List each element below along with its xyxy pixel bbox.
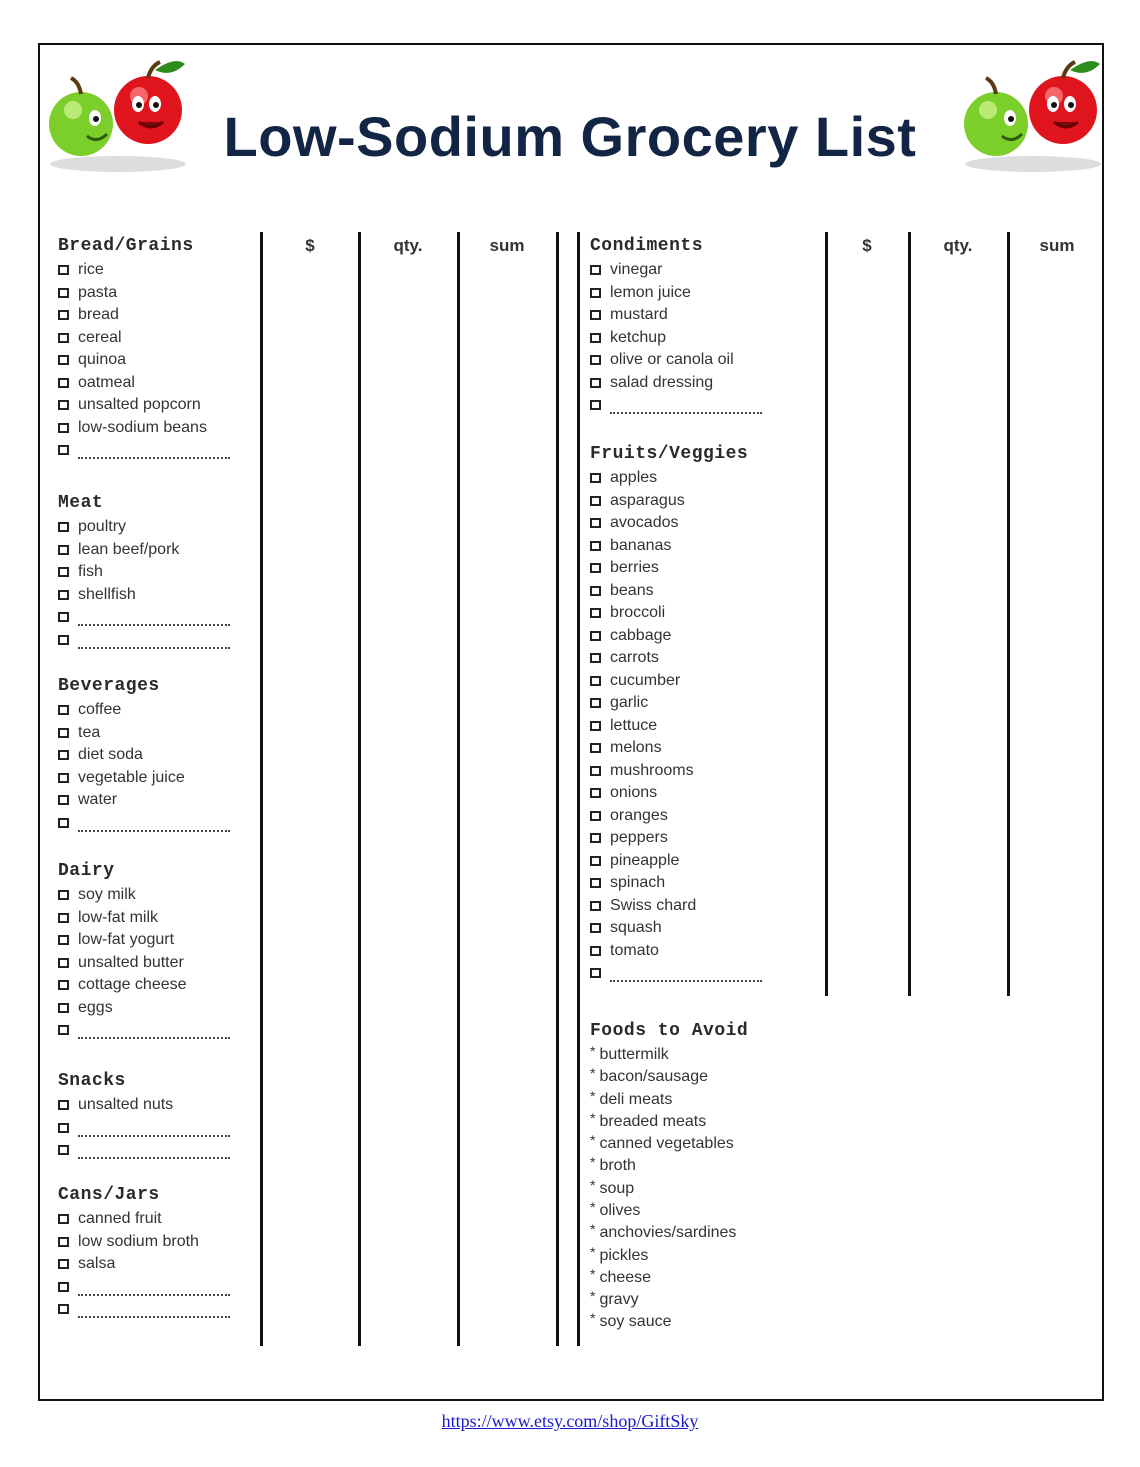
- item-label: bread: [78, 306, 119, 323]
- item-label: rice: [78, 261, 104, 278]
- section-title: Bread/Grains: [58, 236, 194, 256]
- item-label: pasta: [78, 283, 118, 301]
- item-label: Swiss chard: [610, 896, 697, 914]
- item-label: mushrooms: [610, 761, 694, 779]
- list-item: [590, 670, 762, 693]
- bullet-icon: *: [590, 1221, 596, 1238]
- item-label: salsa: [78, 1255, 116, 1272]
- item-label: ketchup: [610, 328, 667, 346]
- list-item: [58, 997, 230, 1020]
- blank-list-item: [58, 1019, 230, 1042]
- checkbox[interactable]: [58, 1100, 69, 1110]
- checkbox[interactable]: [58, 728, 69, 738]
- list-item: [590, 850, 762, 873]
- list-item: [590, 782, 762, 805]
- checkbox[interactable]: [590, 901, 601, 911]
- checkbox[interactable]: [590, 923, 601, 933]
- blank-list-item: [58, 1139, 230, 1162]
- item-label: unsalted butter: [78, 953, 184, 971]
- section-title: Fruits/Veggies: [590, 444, 749, 464]
- item-label: mustard: [610, 306, 668, 323]
- item-label: berries: [610, 559, 659, 576]
- item-label: tea: [78, 723, 101, 741]
- blank-list-item: [58, 812, 230, 835]
- section-snacks: [58, 1068, 230, 1162]
- item-label: asparagus: [610, 491, 685, 509]
- checkbox[interactable]: [58, 400, 69, 410]
- checkbox[interactable]: [58, 1304, 69, 1314]
- list-item: [590, 535, 762, 558]
- item-label: tomato: [610, 941, 659, 959]
- list-item: [58, 516, 230, 539]
- column-divider: [1007, 232, 1010, 996]
- item-label: diet soda: [78, 746, 143, 763]
- page-title: Low-Sodium Grocery List: [223, 105, 917, 168]
- checkbox[interactable]: [590, 473, 601, 483]
- blank-list-item: [590, 962, 762, 985]
- bullet-icon: *: [590, 1265, 596, 1282]
- checkbox[interactable]: [58, 355, 69, 365]
- list-item: [58, 282, 230, 305]
- checkbox[interactable]: [590, 518, 601, 528]
- item-label: oranges: [610, 806, 668, 824]
- checkbox[interactable]: [590, 676, 601, 686]
- list-item: [58, 952, 230, 975]
- checkbox[interactable]: [58, 545, 69, 555]
- item-label: olive or canola oil: [610, 351, 734, 368]
- list-item: [58, 907, 230, 930]
- item-label: cottage cheese: [78, 976, 187, 993]
- checkbox[interactable]: [58, 705, 69, 715]
- section-title: Cans/Jars: [58, 1185, 160, 1205]
- qty-column-header: qty.: [943, 236, 973, 255]
- bullet-icon: *: [590, 1042, 596, 1059]
- list-item: [58, 1208, 230, 1231]
- item-label: anchovies/sardines: [599, 1224, 737, 1242]
- item-label: lettuce: [610, 716, 658, 734]
- item-label: vegetable juice: [78, 768, 185, 786]
- section-title: Beverages: [58, 676, 160, 696]
- list-item: [590, 760, 762, 783]
- write-in-line[interactable]: [78, 1023, 230, 1039]
- list-item: [590, 304, 762, 327]
- checkbox[interactable]: [58, 773, 69, 783]
- list-item: [58, 584, 230, 607]
- checkbox[interactable]: [590, 811, 601, 821]
- item-label: unsalted nuts: [78, 1096, 174, 1113]
- checkbox[interactable]: [58, 288, 69, 298]
- write-in-line[interactable]: [78, 443, 230, 459]
- list-item: [58, 349, 230, 372]
- list-item: [590, 737, 762, 760]
- list-item: [58, 327, 230, 350]
- list-item: [590, 327, 762, 350]
- item-label: fish: [78, 563, 103, 580]
- checkbox[interactable]: [58, 935, 69, 945]
- list-item: [58, 1253, 230, 1276]
- checkbox[interactable]: [58, 795, 69, 805]
- item-label: soy milk: [78, 886, 136, 903]
- section-meat: [58, 490, 230, 651]
- avoid-item: [590, 1133, 748, 1155]
- list-item: [590, 895, 762, 918]
- item-label: lean beef/pork: [78, 540, 180, 558]
- list-item: [590, 940, 762, 963]
- list-item: [58, 372, 230, 395]
- section-fruits-veggies: [590, 441, 762, 985]
- checkbox[interactable]: [58, 750, 69, 760]
- checkbox[interactable]: [58, 913, 69, 923]
- checkbox[interactable]: [58, 1214, 69, 1224]
- checkbox[interactable]: [58, 1003, 69, 1013]
- item-label: melons: [610, 739, 662, 756]
- list-item: [58, 394, 230, 417]
- checkbox[interactable]: [590, 541, 601, 551]
- bullet-icon: *: [590, 1243, 596, 1260]
- item-label: cucumber: [610, 671, 681, 689]
- list-item: [590, 259, 762, 282]
- list-item: [590, 602, 762, 625]
- checkbox[interactable]: [590, 856, 601, 866]
- list-item: [58, 884, 230, 907]
- column-divider: [457, 232, 460, 1346]
- blank-list-item: [58, 606, 230, 629]
- section-title: Dairy: [58, 861, 115, 881]
- bullet-icon: *: [590, 1198, 596, 1215]
- column-divider: [908, 232, 911, 996]
- section-title: Meat: [58, 493, 104, 513]
- checkbox[interactable]: [590, 698, 601, 708]
- item-label: peppers: [610, 829, 668, 846]
- checkbox[interactable]: [590, 743, 601, 753]
- list-item: [58, 767, 230, 790]
- checkbox[interactable]: [58, 1259, 69, 1269]
- item-label: apples: [610, 469, 658, 486]
- column-divider: [260, 232, 263, 1346]
- list-item: [590, 349, 762, 372]
- list-item: [58, 417, 230, 440]
- item-label: low-fat yogurt: [78, 931, 175, 948]
- item-label: canned fruit: [78, 1210, 162, 1227]
- checkbox[interactable]: [58, 958, 69, 968]
- item-label: low-sodium beans: [78, 418, 207, 436]
- item-label: salad dressing: [610, 373, 714, 391]
- item-label: soy sauce: [599, 1313, 672, 1331]
- checkbox[interactable]: [590, 496, 601, 506]
- avoid-item: [590, 1089, 748, 1111]
- blank-list-item: [58, 1276, 230, 1299]
- blank-list-item: [58, 1298, 230, 1321]
- item-label: onions: [610, 784, 658, 801]
- checkbox[interactable]: [590, 400, 601, 410]
- checkbox[interactable]: [58, 423, 69, 433]
- list-item: [590, 372, 762, 395]
- checkbox[interactable]: [58, 522, 69, 532]
- list-item: [58, 974, 230, 997]
- checkbox[interactable]: [58, 590, 69, 600]
- checkbox[interactable]: [58, 1145, 69, 1155]
- list-item: [590, 805, 762, 828]
- write-in-line[interactable]: [78, 1302, 230, 1318]
- checkbox[interactable]: [58, 1123, 69, 1133]
- avoid-item: [590, 1111, 748, 1133]
- blank-list-item: [58, 439, 230, 462]
- list-item: [58, 789, 230, 812]
- avoid-item: [590, 1222, 748, 1244]
- item-label: bananas: [610, 536, 672, 554]
- list-item: [590, 647, 762, 670]
- checkbox[interactable]: [590, 310, 601, 320]
- list-item: [590, 692, 762, 715]
- bullet-icon: *: [590, 1109, 596, 1126]
- write-in-line[interactable]: [78, 1121, 230, 1137]
- price-column-header: $: [305, 236, 315, 255]
- item-label: spinach: [610, 874, 666, 891]
- column-divider: [358, 232, 361, 1346]
- item-label: lemon juice: [610, 283, 691, 301]
- item-label: soup: [599, 1179, 635, 1197]
- item-label: buttermilk: [599, 1045, 669, 1063]
- checkbox[interactable]: [58, 445, 69, 455]
- price-column-header: $: [862, 236, 872, 255]
- item-label: cheese: [599, 1268, 652, 1286]
- item-label: water: [78, 791, 118, 808]
- checkbox[interactable]: [590, 288, 601, 298]
- item-label: gravy: [599, 1291, 639, 1309]
- list-item: [590, 282, 762, 305]
- checkbox[interactable]: [590, 946, 601, 956]
- section-title: Snacks: [58, 1071, 126, 1091]
- list-item: [590, 580, 762, 603]
- section-beverages: [58, 673, 230, 834]
- checkbox[interactable]: [590, 721, 601, 731]
- section-dairy: [58, 858, 230, 1042]
- checkbox[interactable]: [58, 333, 69, 343]
- section-title: Foods to Avoid: [590, 1021, 749, 1041]
- item-label: pickles: [599, 1246, 649, 1264]
- item-label: garlic: [610, 694, 649, 711]
- avoid-item: [590, 1200, 748, 1222]
- item-label: unsalted popcorn: [78, 396, 201, 413]
- write-in-line[interactable]: [610, 966, 762, 982]
- sum-column-header: sum: [489, 236, 525, 255]
- list-item: [590, 827, 762, 850]
- column-divider: [825, 232, 828, 996]
- avoid-item: [590, 1289, 748, 1311]
- list-item: [590, 625, 762, 648]
- item-label: low-fat milk: [78, 908, 159, 926]
- list-item: [590, 872, 762, 895]
- checkbox[interactable]: [58, 1237, 69, 1247]
- bullet-icon: *: [590, 1310, 596, 1327]
- item-label: oatmeal: [78, 373, 135, 391]
- column-divider: [556, 232, 559, 1346]
- section-foods-to-avoid: [590, 1018, 748, 1334]
- qty-column-header: qty.: [393, 236, 423, 255]
- item-label: cereal: [78, 328, 122, 346]
- checkbox[interactable]: [590, 968, 601, 978]
- list-item: [58, 561, 230, 584]
- write-in-line[interactable]: [610, 398, 762, 414]
- item-label: poultry: [78, 518, 127, 535]
- checkbox[interactable]: [58, 890, 69, 900]
- item-label: carrots: [610, 649, 659, 666]
- avoid-item: [590, 1044, 748, 1066]
- avoid-item: [590, 1245, 748, 1267]
- checkbox[interactable]: [590, 653, 601, 663]
- checkbox[interactable]: [58, 818, 69, 828]
- checkbox[interactable]: [590, 563, 601, 573]
- item-label: olives: [599, 1201, 641, 1219]
- item-label: breaded meats: [599, 1112, 707, 1130]
- blank-list-item: [58, 629, 230, 652]
- item-label: coffee: [78, 701, 122, 718]
- list-item: [58, 539, 230, 562]
- list-item: [58, 1231, 230, 1254]
- checkbox[interactable]: [590, 788, 601, 798]
- blank-list-item: [590, 394, 762, 417]
- bullet-icon: *: [590, 1176, 596, 1193]
- write-in-line[interactable]: [78, 633, 230, 649]
- item-label: deli meats: [599, 1090, 673, 1108]
- checkbox[interactable]: [58, 635, 69, 645]
- item-label: avocados: [610, 514, 679, 531]
- list-item: [58, 304, 230, 327]
- avoid-item: [590, 1312, 748, 1334]
- item-label: broccoli: [610, 604, 666, 621]
- avoid-item: [590, 1267, 748, 1289]
- checkbox[interactable]: [590, 833, 601, 843]
- avoid-item: [590, 1178, 748, 1200]
- checkbox[interactable]: [58, 310, 69, 320]
- bullet-icon: *: [590, 1288, 596, 1305]
- write-in-line[interactable]: [78, 816, 230, 832]
- item-label: beans: [610, 581, 654, 599]
- checkbox[interactable]: [590, 378, 601, 388]
- section-title: Condiments: [590, 236, 704, 256]
- item-label: eggs: [78, 998, 113, 1016]
- item-label: broth: [599, 1157, 636, 1175]
- checkbox[interactable]: [590, 608, 601, 618]
- checkbox[interactable]: [590, 878, 601, 888]
- list-item: [58, 722, 230, 745]
- list-item: [58, 744, 230, 767]
- item-label: canned vegetables: [599, 1135, 734, 1153]
- list-item: [590, 490, 762, 513]
- bullet-icon: *: [590, 1087, 596, 1104]
- checkbox[interactable]: [58, 567, 69, 577]
- item-label: pineapple: [610, 851, 680, 869]
- checkbox[interactable]: [58, 1282, 69, 1292]
- checkbox[interactable]: [58, 378, 69, 388]
- checkbox[interactable]: [590, 766, 601, 776]
- etsy-shop-link[interactable]: https://www.etsy.com/shop/GiftSky: [441, 1411, 699, 1431]
- checkbox[interactable]: [58, 612, 69, 622]
- write-in-line[interactable]: [78, 1280, 230, 1296]
- item-label: bacon/sausage: [599, 1068, 708, 1086]
- checkbox[interactable]: [590, 586, 601, 596]
- checkbox[interactable]: [58, 1025, 69, 1035]
- list-item: [590, 512, 762, 535]
- list-item: [58, 259, 230, 282]
- section-cans-jars: [58, 1182, 230, 1321]
- list-item: [590, 917, 762, 940]
- checkbox[interactable]: [58, 265, 69, 275]
- checkbox[interactable]: [590, 631, 601, 641]
- item-label: cabbage: [610, 626, 672, 644]
- avoid-item: [590, 1066, 748, 1088]
- checkbox[interactable]: [590, 265, 601, 275]
- bullet-icon: *: [590, 1154, 596, 1171]
- list-item: [58, 1094, 230, 1117]
- list-item: [58, 929, 230, 952]
- checkbox[interactable]: [590, 355, 601, 365]
- sum-column-header: sum: [1039, 236, 1075, 255]
- list-item: [590, 467, 762, 490]
- avoid-item: [590, 1155, 748, 1177]
- item-label: low sodium broth: [78, 1232, 199, 1250]
- checkbox[interactable]: [590, 333, 601, 343]
- item-label: vinegar: [610, 261, 663, 278]
- blank-list-item: [58, 1117, 230, 1140]
- list-item: [590, 557, 762, 580]
- item-label: shellfish: [78, 585, 136, 603]
- write-in-line[interactable]: [78, 1143, 230, 1159]
- item-label: squash: [610, 919, 662, 936]
- bullet-icon: *: [590, 1132, 596, 1149]
- checkbox[interactable]: [58, 980, 69, 990]
- list-item: [590, 715, 762, 738]
- section-condiments: [590, 233, 762, 417]
- list-item: [58, 699, 230, 722]
- section-bread-grains: [58, 233, 230, 462]
- write-in-line[interactable]: [78, 610, 230, 626]
- column-divider: [577, 232, 580, 1346]
- item-label: quinoa: [78, 351, 127, 368]
- bullet-icon: *: [590, 1065, 596, 1082]
